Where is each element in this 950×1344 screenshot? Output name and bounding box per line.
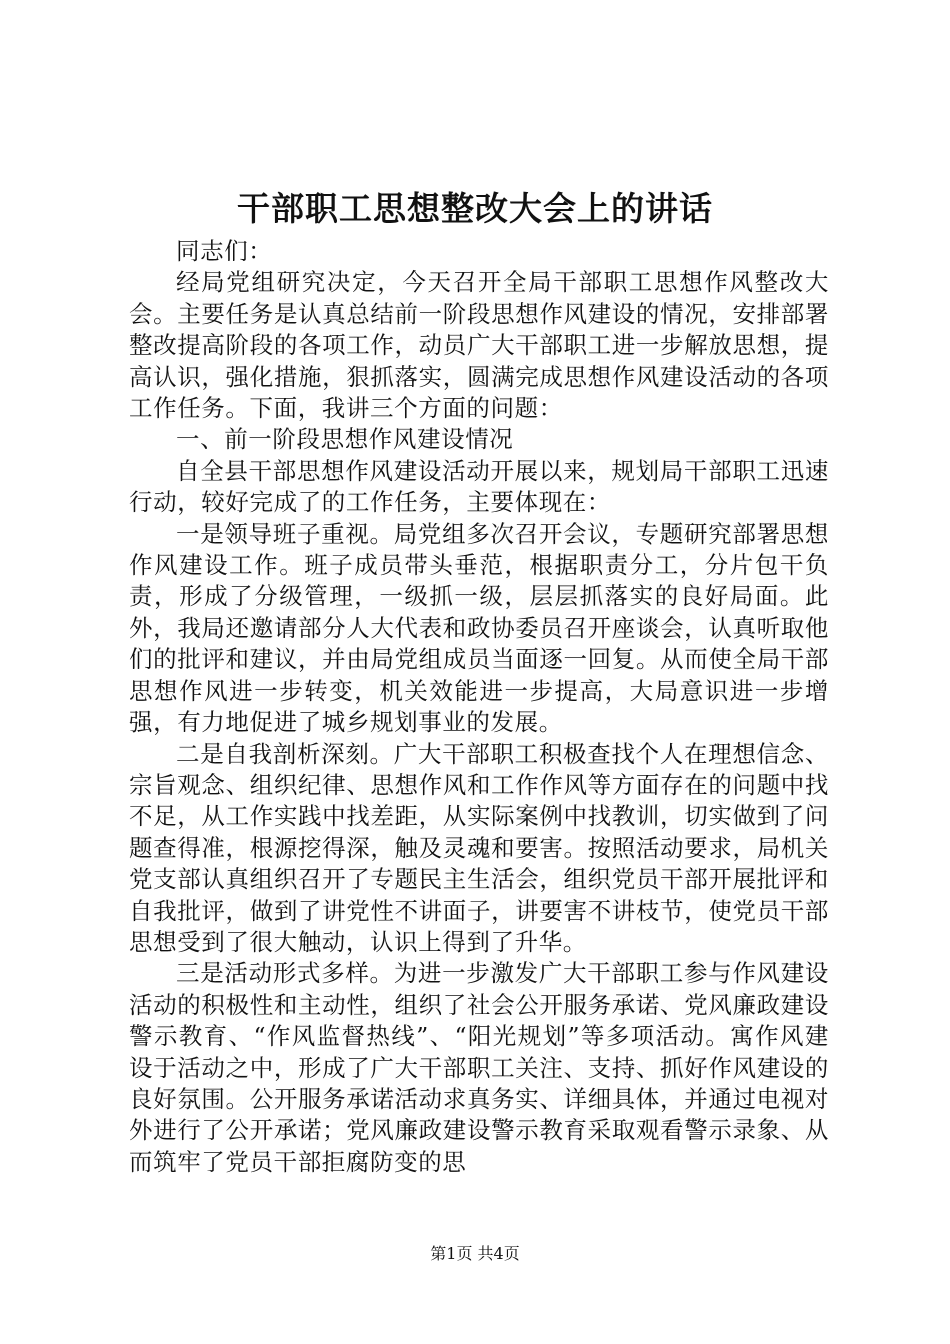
body-paragraph: 二是自我剖析深刻。广大干部职工积极查找个人在理想信念、宗旨观念、组织纪律、思想作风和工作作风等方面存在的问题中找不足，从工作实践中找差距，从实际案例中找教训，切实做到了问题查得准，根源挖得深，触及灵魂和要害。按照活动要求，局机关党支部认真组织召开了专题民主生活会，组织党员干部开展批评和自我批评，做到了讲党性不讲面子，讲要害不讲枝节，使党员干部思想受到了很大触动，认识上得到了升华。 — [129, 739, 829, 956]
section-heading: 一、前一阶段思想作风建设情况 — [176, 425, 514, 454]
body-paragraph: 一是领导班子重视。局党组多次召开会议，专题研究部署思想作风建设工作。班子成员带头垂范，根据职责分工，分片包干负责，形成了分级管理，一级抓一级，层层抓落实的良好局面。此外，我局还邀请部分人大代表和政协委员召开座谈会，认真听取他们的批评和建议，并由局党组成员当面逐一回复。从而使全局干部思想作风进一步转变，机关效能进一步提高，大局意识进一步增强，有力地促进了城乡规划事业的发展。 — [129, 519, 829, 737]
document-body — [129, 236, 829, 1178]
body-paragraph: 三是活动形式多样。为进一步激发广大干部职工参与作风建设活动的积极性和主动性，组织了社会公开服务承诺、党风廉政建设警示教育、“作风监督热线”、“阳光规划”等多项活动。寓作风建设于活动之中，形成了广大干部职工关注、支持、抓好作风建设的良好氛围。公开服务承诺活动求真务实、详细具体，并通过电视对外进行了公开承诺；党风廉政建设警示教育采取观看警示录象、从而筑牢了党员干部拒腐防变的思 — [129, 959, 829, 1176]
intro-paragraph: 经局党组研究决定，今天召开全局干部职工思想作风整改大会。主要任务是认真总结前一阶段思想作风建设的情况，安排部署整改提高阶段的各项工作，动员广大干部职工进一步解放思想，提高认识，强化措施，狠抓落实，圆满完成思想作风建设活动的各项工作任务。下面，我讲三个方面的问题： — [129, 268, 829, 423]
page-number-footer: 第1页 共4页 — [430, 1244, 520, 1263]
document-title: 干部职工思想整改大会上的讲话 — [237, 189, 713, 228]
salutation-paragraph: 同志们： — [176, 237, 273, 265]
body-paragraph: 自全县干部思想作风建设活动开展以来，规划局干部职工迅速行动，较好完成了的工作任务，主要体现在： — [129, 456, 829, 517]
